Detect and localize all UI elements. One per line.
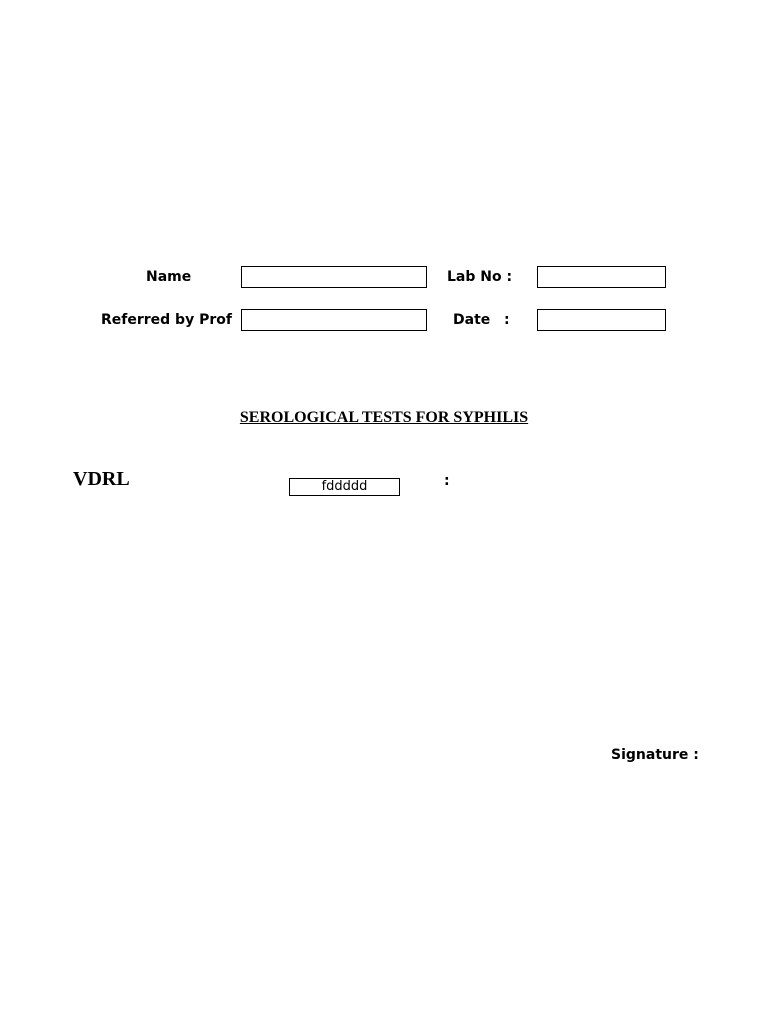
vdrl-colon: : — [444, 473, 450, 489]
referred-by-label: Referred by Prof — [101, 312, 232, 328]
name-field[interactable] — [241, 266, 427, 288]
vdrl-result-value: fddddd — [289, 478, 400, 496]
date-field[interactable] — [537, 309, 666, 331]
lab-no-label: Lab No : — [447, 269, 513, 285]
name-label: Name — [146, 269, 192, 285]
date-colon: : — [504, 312, 510, 328]
date-label: Date — [453, 312, 491, 328]
signature-label: Signature : — [611, 747, 699, 763]
lab-no-field[interactable] — [537, 266, 666, 288]
section-title: SEROLOGICAL TESTS FOR SYPHILIS — [239, 409, 529, 426]
vdrl-label: VDRL — [73, 468, 130, 490]
referred-by-field[interactable] — [241, 309, 427, 331]
